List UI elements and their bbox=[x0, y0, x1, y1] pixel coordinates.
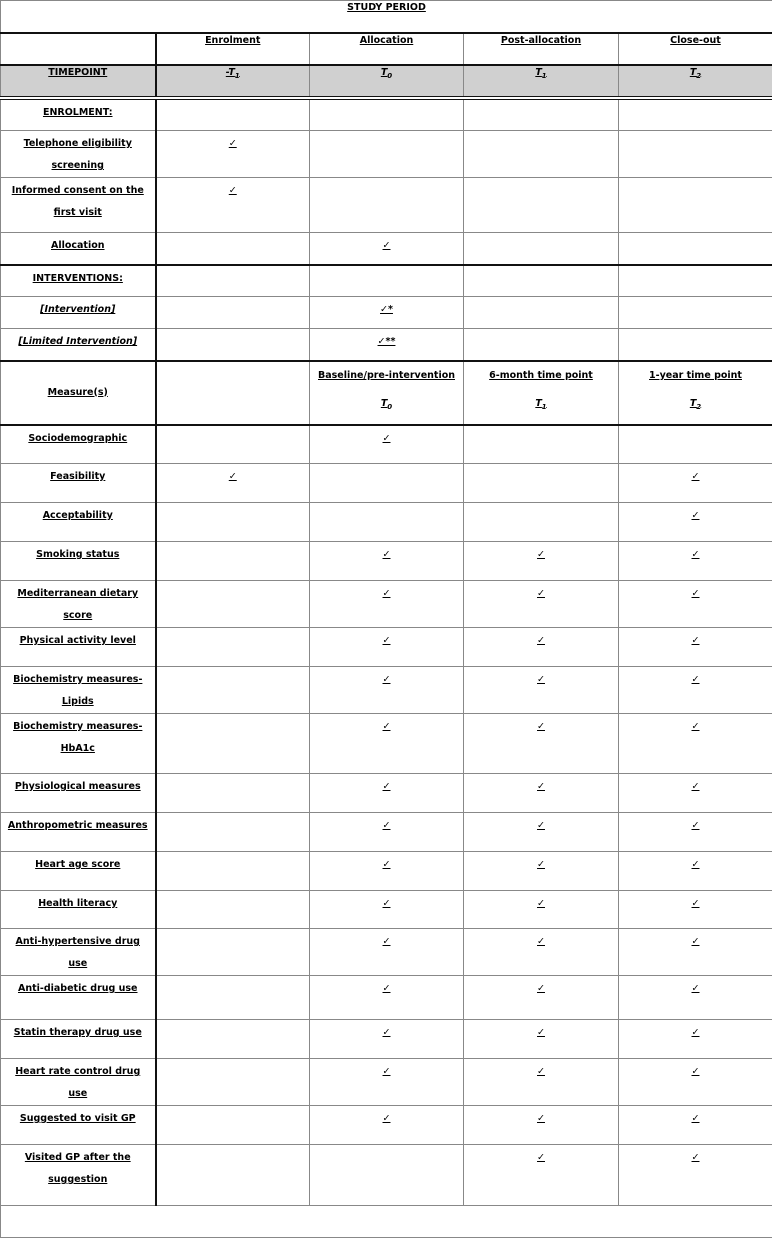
table-row bbox=[1, 464, 772, 503]
check-mark: ✓ bbox=[383, 433, 391, 444]
check-mark: ✓ bbox=[692, 1113, 700, 1124]
check-mark: ✓ bbox=[537, 674, 545, 685]
check-mark: ✓ bbox=[692, 820, 700, 831]
table-row bbox=[1, 852, 772, 891]
check-mark: ✓ bbox=[383, 721, 391, 732]
measure-col-title: Baseline/pre-intervention bbox=[318, 370, 455, 381]
check-mark: ✓ bbox=[692, 510, 700, 521]
timepoint-close-out: $T_2$ bbox=[690, 67, 701, 78]
check-mark: ✓ bbox=[383, 898, 391, 909]
check-mark: ✓ bbox=[692, 635, 700, 646]
check-mark: ✓ bbox=[537, 781, 545, 792]
table-row bbox=[1, 929, 772, 976]
check-mark: ✓ bbox=[692, 471, 700, 482]
check-mark: ✓ bbox=[537, 983, 545, 994]
measure-label: Heart rate control drug use bbox=[15, 1066, 140, 1099]
timepoint-post-allocation: $T_1$ bbox=[535, 67, 546, 78]
row-label: [Intervention] bbox=[40, 304, 115, 315]
check-mark: ✓ bbox=[692, 781, 700, 792]
check-mark: ✓ bbox=[383, 983, 391, 994]
table-row bbox=[1, 1059, 772, 1106]
check-mark: ✓ bbox=[692, 588, 700, 599]
check-mark: ✓ bbox=[537, 1066, 545, 1077]
check-mark: ✓ bbox=[537, 1113, 545, 1124]
timepoint-row bbox=[1, 65, 772, 98]
table-row bbox=[1, 1106, 772, 1145]
table-row bbox=[1, 542, 772, 581]
measure-label: Suggested to visit GP bbox=[20, 1113, 136, 1124]
measure-col-timepoint: $T_0$ bbox=[381, 398, 392, 409]
check-mark: ✓ bbox=[692, 674, 700, 685]
check-mark: ✓ bbox=[383, 635, 391, 646]
check-mark: ✓ bbox=[537, 898, 545, 909]
measure-label: Heart age score bbox=[35, 859, 120, 870]
check-mark: ✓** bbox=[378, 336, 396, 347]
table-row bbox=[1, 813, 772, 852]
check-mark: ✓ bbox=[692, 936, 700, 947]
measure-label: Biochemistry measures- Lipids bbox=[13, 674, 142, 707]
table-row bbox=[1, 131, 772, 178]
study-period-row bbox=[1, 1, 772, 33]
table-row bbox=[1, 1145, 772, 1206]
measure-label: Biochemistry measures- HbA1c bbox=[13, 721, 142, 754]
row-label: Telephone eligibility screening bbox=[24, 138, 132, 171]
check-mark: ✓ bbox=[383, 240, 391, 251]
study-period-title: STUDY PERIOD bbox=[347, 2, 426, 13]
check-mark: ✓ bbox=[383, 1027, 391, 1038]
check-mark: ✓ bbox=[383, 781, 391, 792]
measures-label: Measure(s) bbox=[48, 387, 108, 398]
check-mark: ✓ bbox=[537, 721, 545, 732]
section-heading-interventions: INTERVENTIONS: bbox=[33, 273, 123, 284]
check-mark: ✓ bbox=[692, 859, 700, 870]
check-mark: ✓ bbox=[692, 1027, 700, 1038]
check-mark: ✓ bbox=[537, 1152, 545, 1163]
measure-label: Health literacy bbox=[38, 898, 117, 909]
table-row bbox=[1, 265, 772, 297]
table-row bbox=[1, 233, 772, 265]
row-label: Allocation bbox=[51, 240, 105, 251]
check-mark: ✓ bbox=[537, 635, 545, 646]
table-row bbox=[1, 1020, 772, 1059]
check-mark: ✓ bbox=[229, 138, 237, 149]
table-row bbox=[1, 329, 772, 361]
row-label: [Limited Intervention] bbox=[18, 336, 137, 347]
section-heading-enrolment: ENROLMENT: bbox=[43, 107, 113, 118]
measure-col-title: 6-month time point bbox=[489, 370, 593, 381]
check-mark: ✓ bbox=[383, 549, 391, 560]
check-mark: ✓ bbox=[537, 820, 545, 831]
table-row bbox=[1, 976, 772, 1020]
measure-label: Acceptability bbox=[43, 510, 113, 521]
table-row bbox=[1, 178, 772, 233]
measure-label: Anti-diabetic drug use bbox=[18, 983, 138, 994]
check-mark: ✓ bbox=[692, 898, 700, 909]
check-mark: ✓ bbox=[383, 1113, 391, 1124]
timepoint-label: TIMEPOINT bbox=[48, 67, 107, 78]
measure-label: Sociodemographic bbox=[28, 433, 127, 444]
measure-label: Mediterranean dietary score bbox=[17, 588, 138, 621]
table-row bbox=[1, 297, 772, 329]
timepoint-enrolment: $-T_1$ bbox=[226, 67, 240, 78]
table-row bbox=[1, 425, 772, 464]
measure-col-timepoint: $T_1$ bbox=[535, 398, 546, 409]
check-mark: ✓ bbox=[383, 1066, 391, 1077]
table-row bbox=[1, 628, 772, 667]
check-mark: ✓ bbox=[383, 936, 391, 947]
measure-label: Visited GP after the suggestion bbox=[25, 1152, 131, 1185]
measure-label: Feasibility bbox=[50, 471, 105, 482]
check-mark: ✓* bbox=[380, 304, 393, 315]
check-mark: ✓ bbox=[537, 1027, 545, 1038]
check-mark: ✓ bbox=[537, 936, 545, 947]
measure-label: Physical activity level bbox=[20, 635, 136, 646]
check-mark: ✓ bbox=[383, 674, 391, 685]
measures-header-row bbox=[1, 361, 772, 425]
check-mark: ✓ bbox=[692, 721, 700, 732]
check-mark: ✓ bbox=[692, 1066, 700, 1077]
measure-col-timepoint: $T_2$ bbox=[690, 398, 701, 409]
table-row bbox=[1, 891, 772, 929]
check-mark: ✓ bbox=[537, 588, 545, 599]
measure-label: Statin therapy drug use bbox=[14, 1027, 142, 1038]
check-mark: ✓ bbox=[383, 820, 391, 831]
table-row bbox=[1, 667, 772, 714]
row-label: Informed consent on the first visit bbox=[12, 185, 144, 218]
check-mark: ✓ bbox=[229, 471, 237, 482]
check-mark: ✓ bbox=[229, 185, 237, 196]
table-row bbox=[1, 774, 772, 813]
measure-label: Anthropometric measures bbox=[8, 820, 148, 831]
table-row bbox=[1, 581, 772, 628]
check-mark: ✓ bbox=[692, 549, 700, 560]
measure-label: Physiological measures bbox=[15, 781, 141, 792]
table-row bbox=[1, 1206, 772, 1238]
period-corner-cell bbox=[1, 33, 156, 65]
table-row bbox=[1, 503, 772, 542]
check-mark: ✓ bbox=[383, 859, 391, 870]
period-post-allocation: Post-allocation bbox=[501, 35, 581, 46]
check-mark: ✓ bbox=[537, 859, 545, 870]
measure-label: Smoking status bbox=[36, 549, 119, 560]
check-mark: ✓ bbox=[692, 1152, 700, 1163]
period-enrolment: Enrolment bbox=[205, 35, 260, 46]
check-mark: ✓ bbox=[383, 588, 391, 599]
check-mark: ✓ bbox=[537, 549, 545, 560]
timepoint-allocation: $T_0$ bbox=[381, 67, 392, 78]
period-allocation: Allocation bbox=[360, 35, 414, 46]
measure-label: Anti-hypertensive drug use bbox=[16, 936, 140, 969]
check-mark: ✓ bbox=[692, 983, 700, 994]
measure-col-title: 1-year time point bbox=[649, 370, 742, 381]
table-row bbox=[1, 98, 772, 131]
table-row bbox=[1, 714, 772, 774]
period-row bbox=[1, 33, 772, 65]
period-close-out: Close-out bbox=[670, 35, 721, 46]
